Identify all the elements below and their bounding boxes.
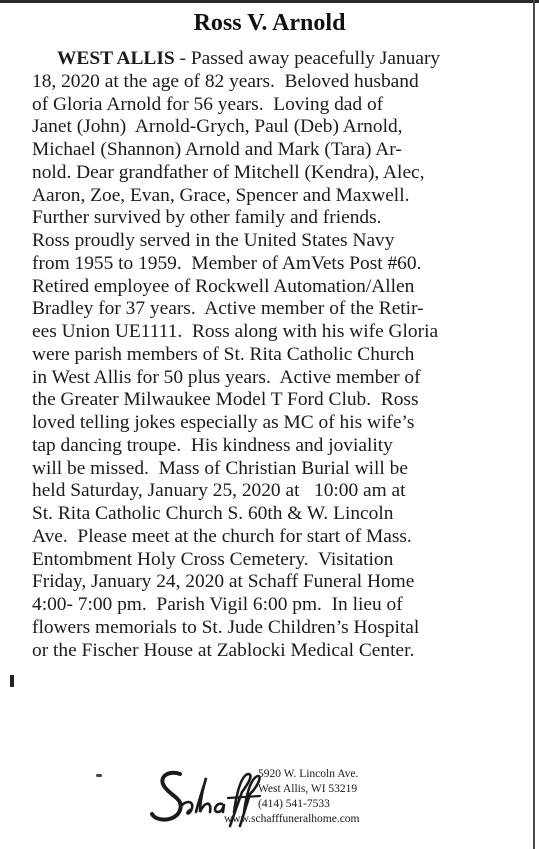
obituary-line: or the Fischer House at Zablocki Medical Center. <box>32 639 415 661</box>
obituary-line: tap dancing troupe. His kindness and joviality <box>32 434 393 456</box>
margin-mark <box>10 675 14 687</box>
obituary-line: Friday, January 24, 2020 at Schaff Funeral Home <box>32 571 415 593</box>
obituary-line: the Greater Milwaukee Model T Ford Club. Ross <box>32 389 419 411</box>
obituary-line <box>0 48 539 71</box>
obituary-line: Ross proudly served in the United States Navy <box>32 230 395 251</box>
obituary-body <box>0 48 539 662</box>
obituary-line: from 1955 to 1959. Member of AmVets Post #60. <box>32 252 422 274</box>
funeral-home-city: West Allis, WI 53219 <box>258 783 358 795</box>
top-border-rule <box>0 0 539 3</box>
obituary-line: Bradley for 37 years. Active member of the Retir- <box>32 298 424 320</box>
obituary-title: Ross V. Arnold <box>193 10 346 36</box>
obituary-line: Janet (John) Arnold-Grych, Paul (Deb) Arnold, <box>32 116 403 138</box>
funeral-home-phone: (414) 541-7533 <box>258 798 330 810</box>
obituary-line: 18, 2020 at the age of 82 years. Beloved husband <box>32 70 419 92</box>
funeral-home-website: www.schafffuneralhome.com <box>224 813 360 825</box>
obituary-line: held Saturday, January 25, 2020 at 10:00 am at <box>32 480 406 502</box>
obituary-line: will be missed. Mass of Christian Burial will be <box>32 457 408 479</box>
obituary-line: St. Rita Catholic Church S. 60th & W. Lincoln <box>32 503 394 524</box>
obituary-line: ees Union UE1111. Ross along with his wife Gloria <box>32 321 439 342</box>
obituary-line: Retired employee of Rockwell Automation/Allen <box>32 275 415 297</box>
funeral-home-address <box>224 767 394 827</box>
obituary-line: were parish members of St. Rita Catholic Church <box>32 343 415 365</box>
obituary-line: Entombment Holy Cross Cemetery. Visitation <box>32 548 394 570</box>
obituary-line: in West Allis for 50 plus years. Active member of <box>32 366 421 388</box>
obituary-line: Michael (Shannon) Arnold and Mark (Tara) Ar- <box>32 139 402 160</box>
obituary-line: Further survived by other family and friends. <box>32 207 382 229</box>
obituary-line: 4:00- 7:00 pm. Parish Vigil 6:00 pm. In lieu of <box>32 594 403 615</box>
obituary-dateline: WEST ALLIS <box>57 48 175 69</box>
obituary-line: nold. Dear grandfather of Mitchell (Kendra), Alec, <box>32 161 425 183</box>
print-speck <box>96 774 102 777</box>
obituary-line: flowers memorials to St. Jude Children’s Hospital <box>32 616 420 638</box>
obituary-line: of Gloria Arnold for 56 years. Loving dad of <box>32 93 384 115</box>
obituary-line-text: - Passed away peacefully January <box>174 48 441 69</box>
obituary-line: Ave. Please meet at the church for start of Mass. <box>32 525 412 547</box>
obituary-line: Aaron, Zoe, Evan, Grace, Spencer and Maxwell. <box>32 184 410 206</box>
obituary-line: loved telling jokes especially as MC of his wife’s <box>32 412 415 433</box>
funeral-home-street: 5920 W. Lincoln Ave. <box>258 768 359 780</box>
